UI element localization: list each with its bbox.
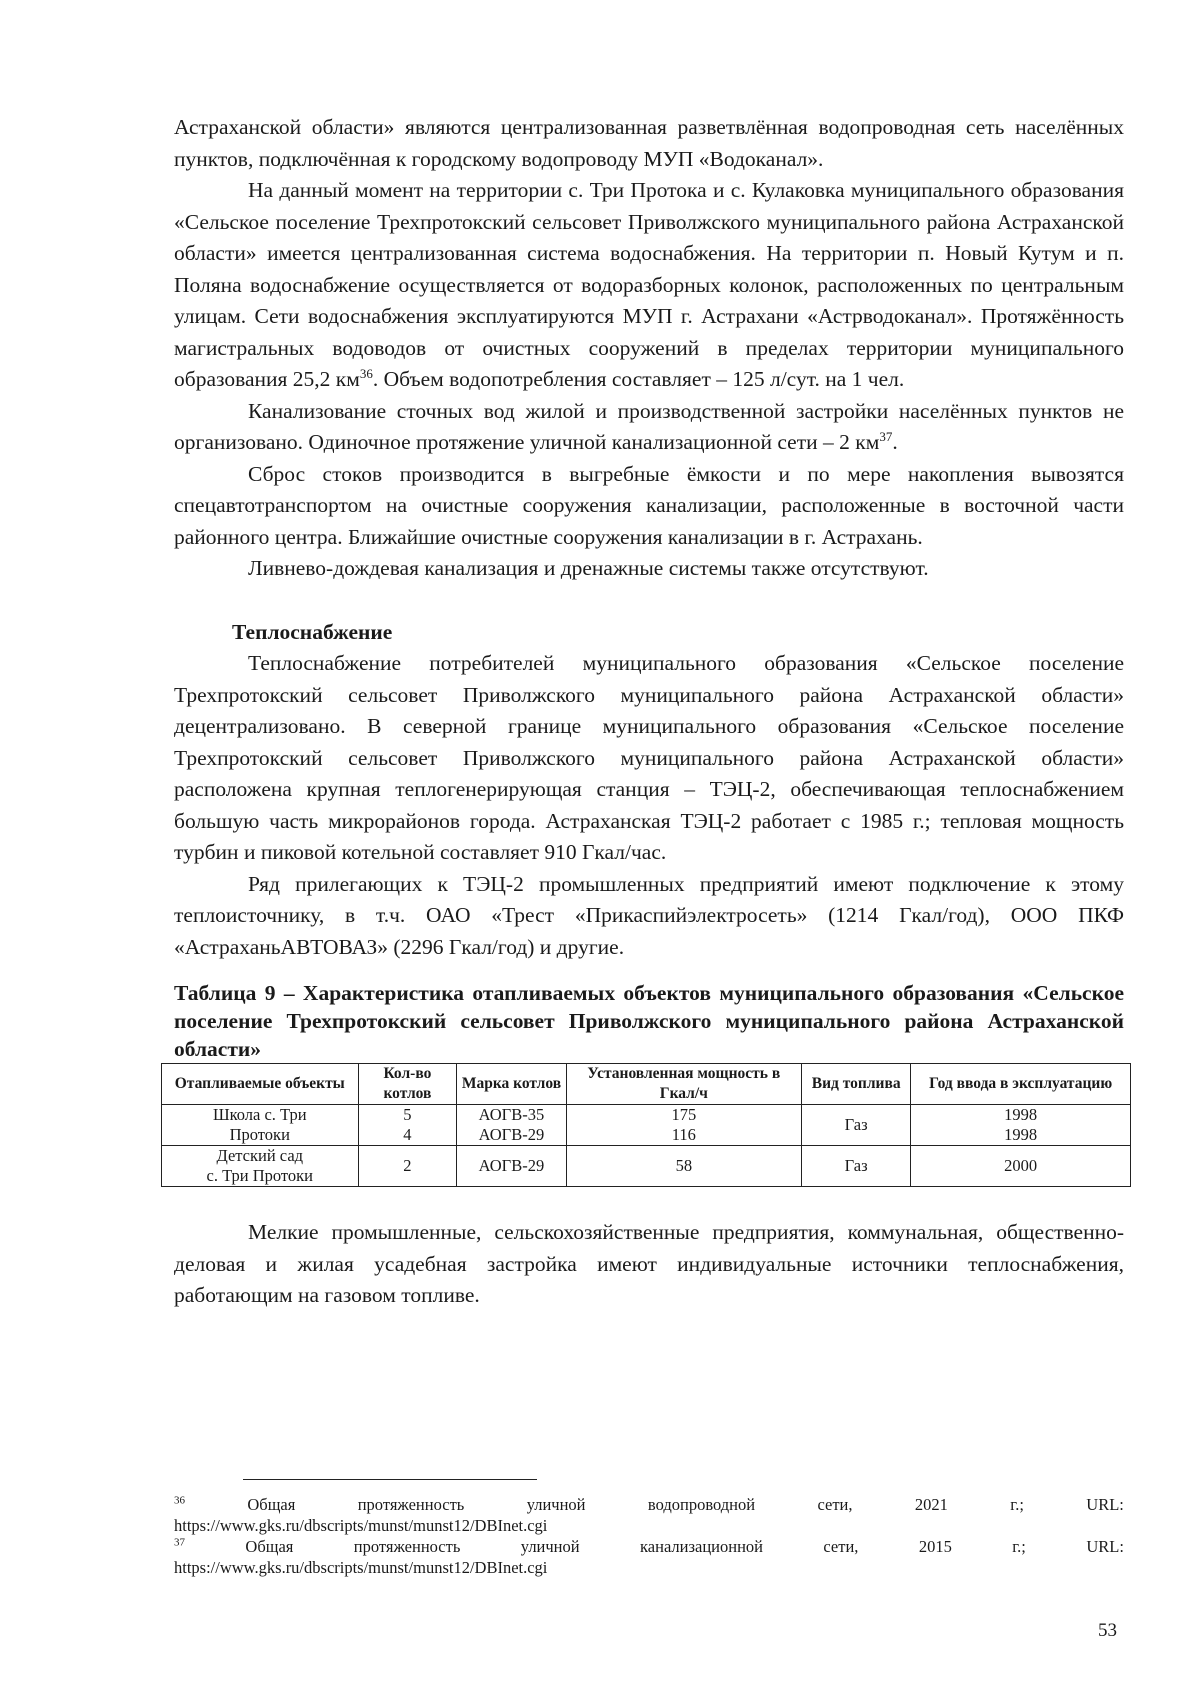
paragraph-heat-consumers: Ряд прилегающих к ТЭЦ-2 промышленных предприятий имеют подключение к этому теплоисточнику, в т.ч. ОАО «Трест «Прикаспийэлектросеть» (1214 Гкал/год), ООО ПКФ «АстраханьАВТОВАЗ» (2296 Гкал/год) и другие. <box>174 871 1124 959</box>
text-segment: На данный момент на территории с. Три Протока и с. Кулаковка муниципального образования «Сельское поселение Трехпротокский сельсовет Приволжского муниципального района Астраханской области» имеется централизованная система водоснабжения. На территории п. Новый Кутум и п. Поляна водоснабжение осуществляется от водоразборных колонок, расположенных по центральным улицам. Сети водоснабжения эксплуатируются МУП г. Астрахани «Астрводоканал». Протяжённость магистральных водоводов от очистных сооружений в пределах территории муниципального образования 25,2 км <box>174 178 1124 391</box>
table-row <box>162 1105 1131 1146</box>
column-header: Год ввода в эксплуатацию <box>911 1064 1131 1105</box>
footnote-37 <box>174 1536 1124 1578</box>
footnote-separator <box>243 1479 537 1480</box>
heated-objects-table <box>161 1063 1131 1187</box>
table-caption: Таблица 9 – Характеристика отапливаемых объектов муниципального образования «Сельское поселение Трехпротокский сельсовет Приволжского муниципального района Астраханской области» <box>174 981 1124 1061</box>
cell-object: Школа с. Три Протоки <box>162 1105 359 1146</box>
page-number: 53 <box>1098 1620 1117 1641</box>
cell-count: 5 4 <box>358 1105 457 1146</box>
column-header: Установленная мощность в Гкал/ч <box>566 1064 801 1105</box>
cell-fuel: Газ <box>802 1105 911 1146</box>
table-row <box>162 1146 1131 1187</box>
cell-brand: АОГВ-29 <box>457 1146 566 1187</box>
paragraph-individual-heating: Мелкие промышленные, сельскохозяйственные предприятия, коммунальная, общественно-деловая и жилая усадебная застройка имеют индивидуальные источники теплоснабжения, работающим на газовом топливе. <box>174 1220 1124 1307</box>
text-segment: . <box>892 430 898 454</box>
cell-year: 2000 <box>911 1146 1131 1187</box>
table-header-row <box>162 1064 1131 1105</box>
cell-year: 1998 1998 <box>911 1105 1131 1146</box>
document-body <box>174 112 1124 1312</box>
footnote-number: 37 <box>174 1536 185 1549</box>
footnote-ref-36[interactable]: 36 <box>359 365 373 381</box>
section-heading-heat-supply: Теплоснабжение <box>232 619 393 644</box>
paragraph-sewerage <box>174 396 1124 459</box>
cell-power: 175 116 <box>566 1105 801 1146</box>
footnote-number: 36 <box>174 1494 185 1507</box>
column-header: Отапливаемые объекты <box>162 1064 359 1105</box>
footnote-text: $^{37}$ Общая протяженность уличной канализационной сети, 2015 г.; URL: <box>174 1536 1124 1556</box>
footnote-text: $^{36}$ Общая протяженность уличной водопроводной сети, 2021 г.; URL: <box>174 1494 1124 1514</box>
footnotes <box>174 1494 1124 1578</box>
cell-fuel: Газ <box>802 1146 911 1187</box>
footnote-36 <box>174 1494 1124 1536</box>
paragraph-water-supply <box>174 175 1124 396</box>
paragraph-water-network: Астраханской области» являются централизованная разветвлённая водопроводная сеть населённых пунктов, подключённая к городскому водопроводу МУП «Водоканал». <box>174 115 1124 171</box>
paragraph-waste-removal: Сброс стоков производится в выгребные ёмкости и по мере накопления вывозятся спецавтотранспортом на очистные сооружения канализации, расположенные в восточной части районного центра. Ближайшие очистные сооружения канализации в г. Астрахань. <box>174 461 1124 549</box>
column-header: Вид топлива <box>802 1064 911 1105</box>
cell-power: 58 <box>566 1146 801 1187</box>
cell-count: 2 <box>358 1146 457 1187</box>
text-segment: . Объем водопотребления составляет – 125 л/сут. на 1 чел. <box>372 367 905 391</box>
column-header: Марка котлов <box>457 1064 566 1105</box>
footnote-url-link[interactable]: https://www.gks.ru/dbscripts/munst/munst12/DBInet.cgi <box>174 1558 548 1577</box>
footnote-ref-37[interactable]: 37 <box>879 428 893 444</box>
footnote-url-link[interactable]: https://www.gks.ru/dbscripts/munst/munst12/DBInet.cgi <box>174 1516 548 1535</box>
text-segment: Канализование сточных вод жилой и производственной застройки населённых пунктов не организовано. Одиночное протяжение уличной канализационной сети – 2 км <box>174 398 1124 454</box>
column-header: Кол-во котлов <box>358 1064 457 1105</box>
paragraph-heat-supply: Теплоснабжение потребителей муниципального образования «Сельское поселение Трехпротокский сельсовет Приволжского муниципального района Астраханской области» децентрализовано. В северной границе муниципального образования «Сельское поселение Трехпротокский сельсовет Приволжского муниципального района Астраханской области» расположена крупная теплогенерирующая станция – ТЭЦ-2, обеспечивающая теплоснабжением большую часть микрорайонов города. Астраханская ТЭЦ-2 работает с 1985 г.; тепловая мощность турбин и пиковой котельной составляет 910 Гкал/час. <box>174 651 1124 864</box>
paragraph-storm-drainage: Ливнево-дождевая канализация и дренажные системы также отсутствуют. <box>248 556 929 580</box>
cell-object: Детский сад с. Три Протоки <box>162 1146 359 1187</box>
cell-brand: АОГВ-35 АОГВ-29 <box>457 1105 566 1146</box>
